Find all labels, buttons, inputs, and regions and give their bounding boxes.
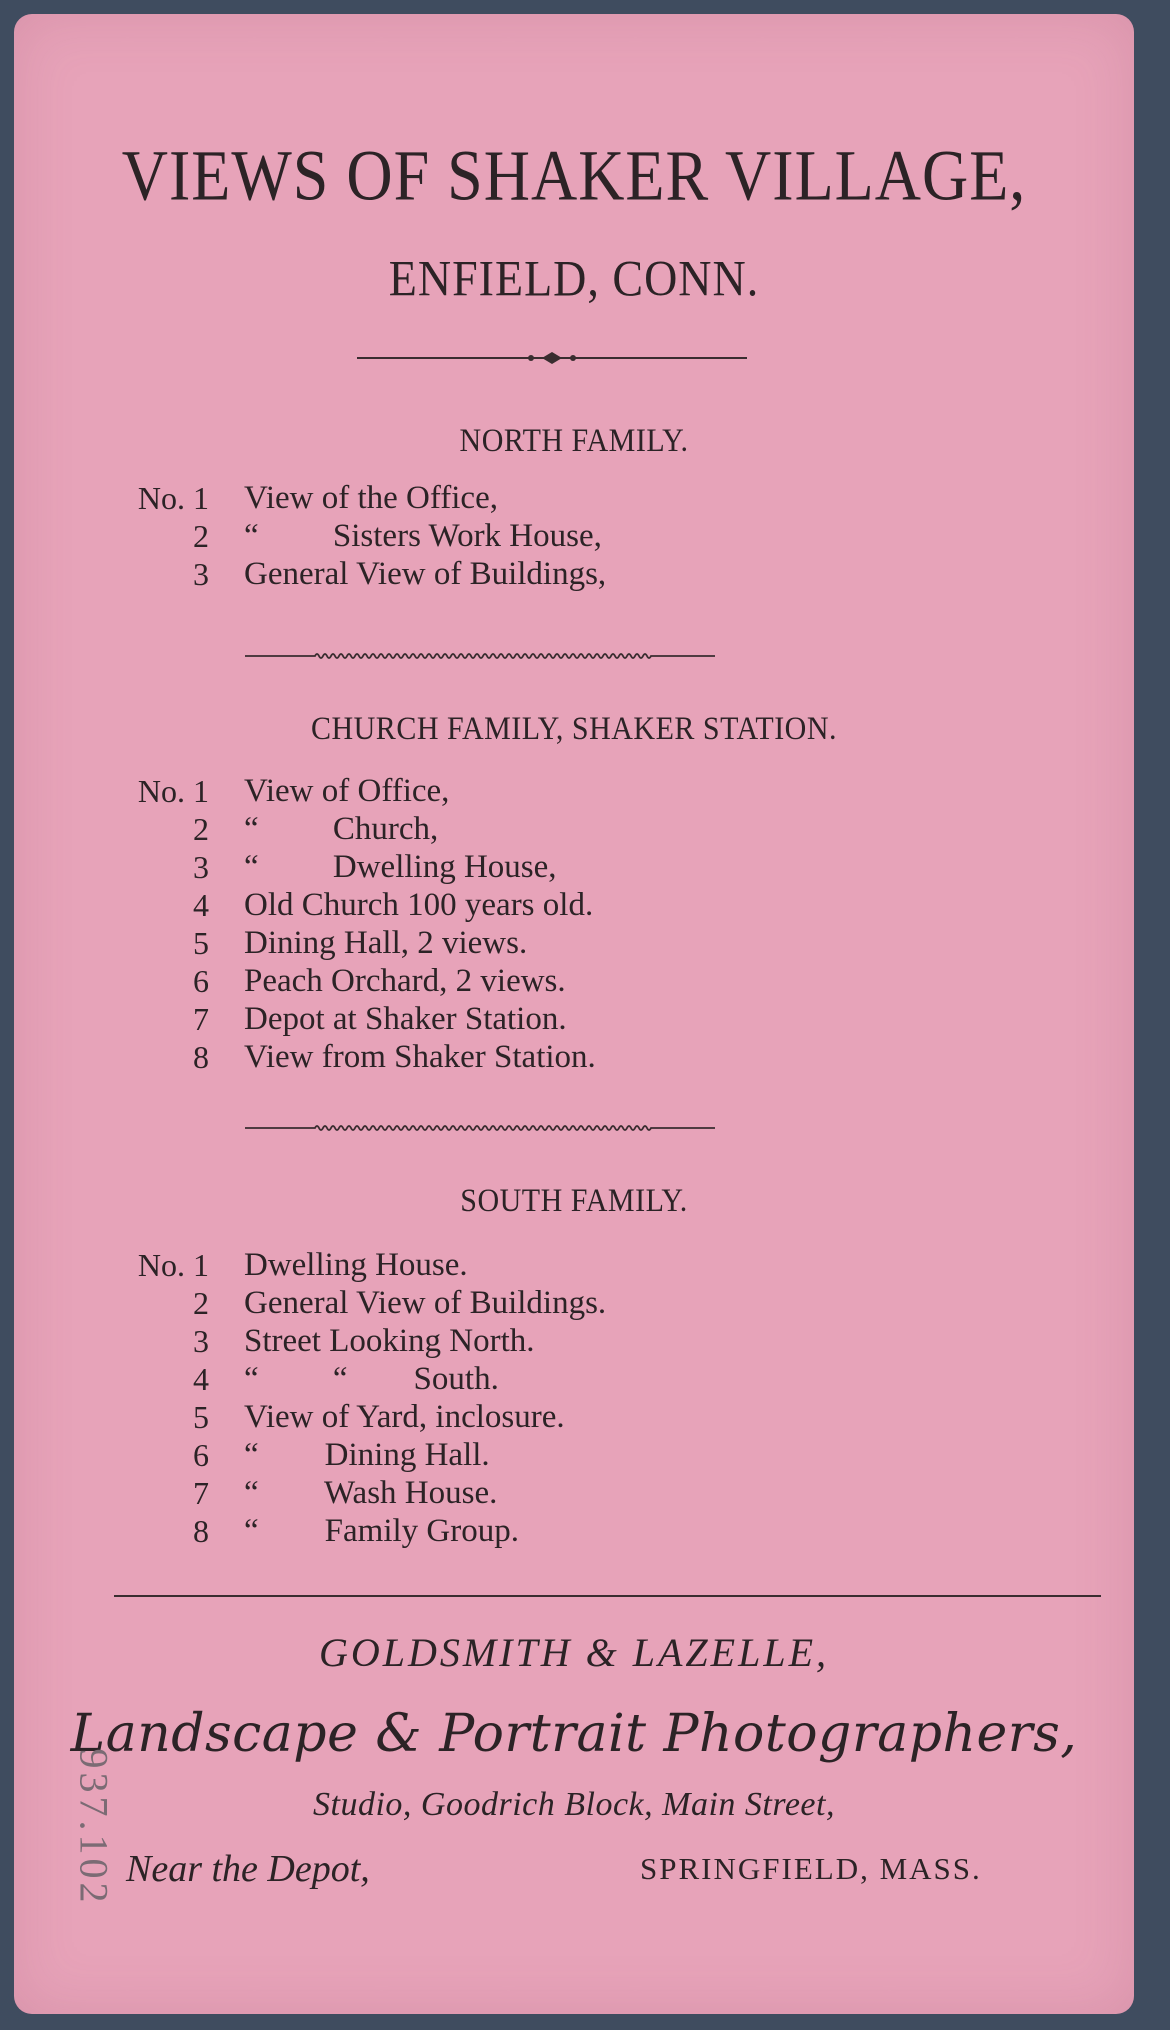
list-item xyxy=(14,1247,1134,1285)
entry-text: “ Dwelling House, xyxy=(244,849,557,885)
list-item xyxy=(14,480,1134,518)
list-item xyxy=(14,773,1134,811)
list-item xyxy=(14,1437,1134,1475)
entry-number: 2 xyxy=(193,811,209,847)
entry-text: “ Sisters Work House, xyxy=(244,518,602,554)
entry-number: 8 xyxy=(193,1039,209,1075)
entry-text: View of Yard, inclosure. xyxy=(244,1399,565,1435)
footer-rule xyxy=(114,1595,1101,1597)
entry-text: “ Dining Hall. xyxy=(244,1437,490,1473)
entry-number: 7 xyxy=(193,1001,209,1037)
north-family-heading: NORTH FAMILY. xyxy=(459,422,689,459)
wavy-divider-1 xyxy=(245,648,715,664)
list-item xyxy=(14,1001,1134,1039)
entry-text: Dining Hall, 2 views. xyxy=(244,925,528,961)
entry-text: Depot at Shaker Station. xyxy=(244,1001,567,1037)
list-item xyxy=(14,963,1134,1001)
list-item xyxy=(14,887,1134,925)
entry-number: 6 xyxy=(193,1437,209,1473)
entry-number: 6 xyxy=(193,963,209,999)
list-item xyxy=(14,1475,1134,1513)
entry-number: No. 1 xyxy=(137,773,209,809)
wavy-divider-2 xyxy=(245,1120,715,1136)
entry-number: 7 xyxy=(193,1475,209,1511)
page-title: VIEWS OF SHAKER VILLAGE, xyxy=(121,135,1027,216)
list-item xyxy=(14,1513,1134,1551)
list-item xyxy=(14,518,1134,556)
list-item xyxy=(14,556,1134,594)
south-family-heading: SOUTH FAMILY. xyxy=(460,1182,688,1219)
list-item xyxy=(14,849,1134,887)
entry-text: View of Office, xyxy=(244,773,450,809)
entry-number: No. 1 xyxy=(137,480,209,516)
entry-text: General View of Buildings, xyxy=(244,556,607,592)
list-item xyxy=(14,1285,1134,1323)
entry-number: 2 xyxy=(193,1285,209,1321)
entry-number: 8 xyxy=(193,1513,209,1549)
entry-number: 2 xyxy=(193,518,209,554)
entry-text: View of the Office, xyxy=(244,480,498,516)
page-subtitle: ENFIELD, CONN. xyxy=(388,250,760,307)
list-item xyxy=(14,1039,1134,1077)
card xyxy=(14,14,1134,2014)
entry-text: “ Family Group. xyxy=(244,1513,519,1549)
entry-text: “ Wash House. xyxy=(244,1475,498,1511)
list-item xyxy=(14,811,1134,849)
list-item xyxy=(14,1399,1134,1437)
entry-text: Dwelling House. xyxy=(244,1247,468,1283)
ornament-divider xyxy=(357,348,747,368)
city: SPRINGFIELD, MASS. xyxy=(640,1851,982,1886)
entry-number: 4 xyxy=(193,1361,209,1397)
catalog-number-text: 937.102 xyxy=(71,1748,117,1907)
entry-number: 3 xyxy=(193,849,209,885)
list-item xyxy=(14,1323,1134,1361)
entry-text: Peach Orchard, 2 views. xyxy=(244,963,566,999)
entry-text: Old Church 100 years old. xyxy=(244,887,594,923)
studio-address: Studio, Goodrich Block, Main Street, xyxy=(313,1786,835,1823)
near-depot: Near the Depot, xyxy=(126,1848,370,1890)
entry-number: 3 xyxy=(193,1323,209,1359)
entry-number: 5 xyxy=(193,1399,209,1435)
entry-text: General View of Buildings. xyxy=(244,1285,607,1321)
company-name: GOLDSMITH & LAZELLE, xyxy=(318,1630,830,1675)
catalog-number-handwritten xyxy=(34,1654,134,1994)
profession: Landscape & Portrait Photographers, xyxy=(70,1704,1078,1764)
entry-number: 5 xyxy=(193,925,209,961)
entry-text: “ “ South. xyxy=(244,1361,499,1397)
entry-text: Street Looking North. xyxy=(244,1323,535,1359)
entry-number: No. 1 xyxy=(137,1247,209,1283)
church-family-heading: CHURCH FAMILY, SHAKER STATION. xyxy=(310,710,838,747)
list-item xyxy=(14,925,1134,963)
entry-number: 3 xyxy=(193,556,209,592)
entry-text: View from Shaker Station. xyxy=(244,1039,596,1075)
list-item xyxy=(14,1361,1134,1399)
entry-number: 4 xyxy=(193,887,209,923)
entry-text: “ Church, xyxy=(244,811,439,847)
